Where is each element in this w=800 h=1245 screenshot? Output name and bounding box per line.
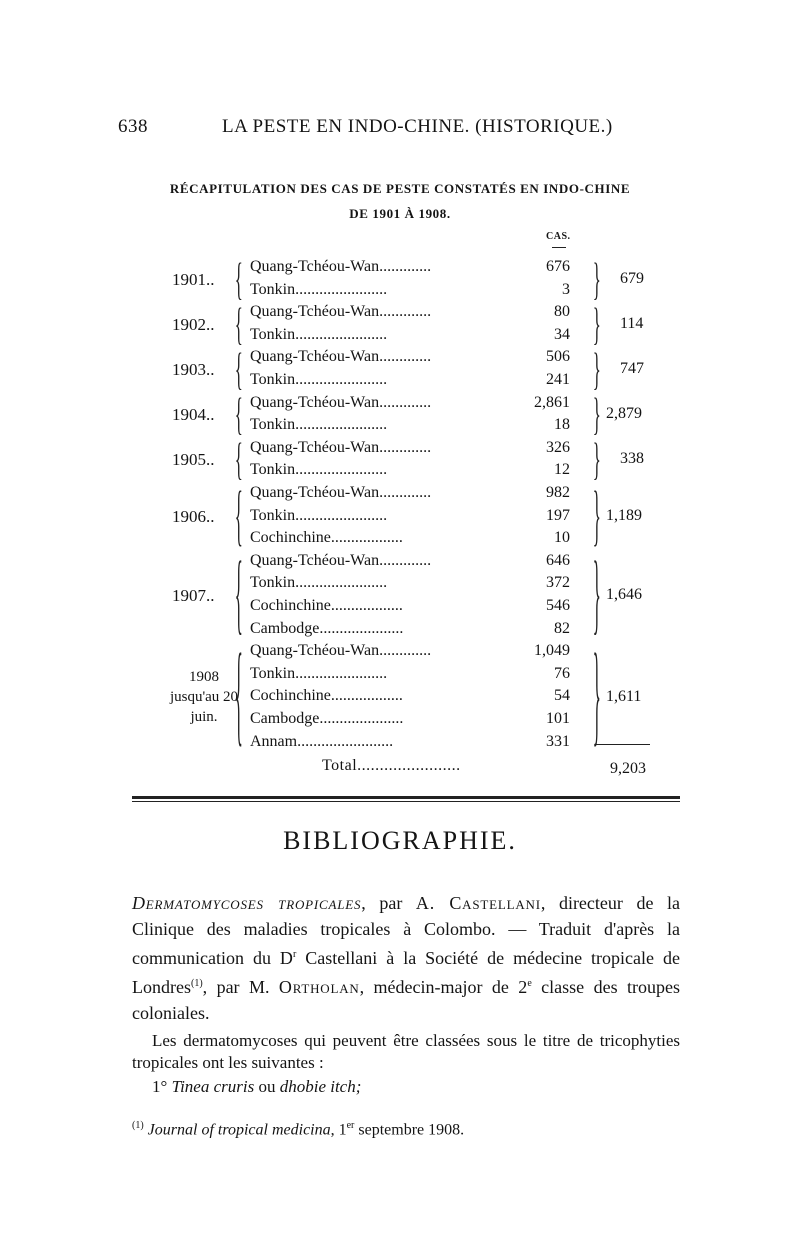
year-label: 1908 jusqu'au 20 juin. — [169, 668, 239, 725]
table-row-place: Quang-Tchéou-Wan............. — [250, 258, 432, 275]
running-head: LA PESTE EN INDO-CHINE. (HISTORIQUE.) — [222, 116, 613, 137]
right-brace: } — [592, 254, 601, 305]
table-row-place: Cochinchine.................. — [250, 529, 403, 547]
entry-translator: Ortholan — [278, 977, 360, 997]
table-caption: RÉCAPITULATION DES CAS DE PESTE CONSTATÉS EN INDO-CHINE — [169, 181, 631, 196]
table-row-count: 676 — [546, 258, 570, 275]
entry-title: Dermatomycoses tropicales — [132, 893, 362, 913]
table-row-place: Tonkin....................... — [250, 371, 388, 388]
right-brace: } — [592, 545, 601, 646]
table-row-place: Tonkin....................... — [250, 506, 388, 524]
left-brace: { — [234, 545, 243, 646]
list-item-or: ou — [254, 1077, 280, 1096]
table-row-place: Cambodge..................... — [250, 710, 404, 727]
table-row-place: Tonkin....................... — [250, 664, 388, 682]
paragraph-dermatomycoses: Les dermatomycoses qui peuvent être classées sous le titre de tricophyties tropicales ont les suivantes : — [132, 1031, 680, 1072]
table-row-place: Tonkin....................... — [250, 574, 388, 592]
page-number: 638 — [118, 116, 148, 137]
left-brace: { — [234, 435, 243, 486]
left-brace: { — [234, 254, 243, 305]
table-row-count: 2,861 — [534, 393, 570, 411]
left-brace: { — [234, 345, 243, 396]
right-brace: } — [592, 345, 601, 396]
table-row-count: 546 — [546, 597, 570, 614]
table-row-count: 18 — [554, 416, 570, 434]
right-brace: } — [592, 435, 601, 486]
table-row-place: Quang-Tchéou-Wan............. — [250, 484, 432, 501]
table-row-count: 82 — [554, 619, 570, 637]
left-brace: { — [234, 479, 243, 555]
table-row-count: 646 — [546, 551, 570, 569]
table-row-place: Quang-Tchéou-Wan............. — [250, 393, 432, 411]
table-row-place: Quang-Tchéou-Wan............. — [250, 303, 432, 321]
left-brace: { — [234, 634, 243, 760]
table-row-place: Tonkin....................... — [250, 280, 388, 298]
entry-dr-sup: r — [292, 949, 297, 960]
table-row-place: Annam........................ — [250, 732, 394, 750]
year-label: 1905.. — [172, 450, 215, 470]
footnote-journal: Journal of tropical medicina — [147, 1121, 331, 1139]
total-value: 9,203 — [610, 760, 646, 777]
bibliography-entry — [132, 890, 680, 1026]
table-row-count: 982 — [546, 484, 570, 501]
table-row-place: Quang-Tchéou-Wan............. — [250, 551, 432, 569]
year-total: 1,189 — [606, 506, 642, 524]
table-row-count: 3 — [562, 280, 570, 298]
table-row-count: 34 — [554, 325, 570, 343]
table-row-count: 326 — [546, 438, 570, 456]
left-brace: { — [234, 299, 243, 351]
entry-author: A. Castellani — [415, 893, 541, 913]
year-total: 679 — [620, 269, 644, 287]
table-row-place: Tonkin....................... — [250, 325, 388, 343]
entry-by: , par — [361, 893, 416, 913]
year-total: 114 — [620, 314, 644, 332]
entry-class-sup: e — [527, 978, 532, 989]
table-row-place: Tonkin....................... — [250, 461, 388, 479]
year-label: 1907.. — [172, 586, 215, 605]
table-row-count: 54 — [554, 687, 570, 705]
entry-text-2: Castellani à la Société de médecine tropicale de Londres — [132, 948, 680, 997]
table-row-place: Cochinchine.................. — [250, 597, 403, 614]
cases-column-header: CAS. — [546, 231, 571, 242]
table-row-place: Tonkin....................... — [250, 416, 388, 434]
year-label: 1904.. — [172, 405, 215, 425]
list-item-term-b: dhobie itch; — [279, 1077, 362, 1096]
footnote-text-b: septembre 1908. — [354, 1121, 465, 1139]
table-caption-dates: DE 1901 À 1908. — [349, 206, 451, 221]
list-item-term-a: Tinea cruris — [171, 1077, 255, 1096]
right-brace: } — [592, 634, 601, 760]
section-separator-thick — [132, 796, 680, 799]
entry-text-1: , directeur de la Clinique des maladies tropicales à Colombo. — Traduit d'après la communication du D — [132, 893, 680, 968]
table-row-place: Cambodge..................... — [250, 619, 404, 637]
year-label: 1906.. — [172, 506, 215, 526]
year-total: 1,646 — [606, 586, 642, 603]
entry-text-4: , médecin-major de 2 — [359, 977, 528, 997]
table-row-count: 1,049 — [534, 642, 570, 660]
footnote-text-a: , 1 — [330, 1121, 347, 1139]
footnote — [132, 1120, 464, 1139]
right-brace: } — [592, 390, 601, 441]
table-row-count: 241 — [546, 371, 570, 388]
year-label: 1902.. — [172, 314, 215, 334]
footnote-marker: (1) — [132, 1120, 144, 1131]
table-row-place: Quang-Tchéou-Wan............. — [250, 642, 432, 660]
bibliography-title: BIBLIOGRAPHIE. — [283, 826, 517, 855]
year-label: 1901.. — [172, 269, 215, 289]
table-row-count: 76 — [554, 664, 570, 682]
cases-header-rule — [552, 247, 566, 248]
section-separator-thin — [132, 801, 680, 802]
table-row-count: 10 — [554, 529, 570, 547]
table-row-count: 197 — [546, 506, 570, 524]
footnote-sup: er — [346, 1120, 355, 1131]
right-brace: } — [592, 299, 601, 351]
table-row-place: Cochinchine.................. — [250, 687, 403, 705]
table-row-count: 331 — [546, 732, 570, 750]
table-row-place: Quang-Tchéou-Wan............. — [250, 348, 432, 366]
table-row-count: 12 — [554, 461, 570, 479]
total-rule — [596, 744, 650, 745]
year-total: 338 — [620, 450, 644, 468]
table-row-count: 506 — [546, 348, 570, 366]
table-row-count: 372 — [546, 574, 570, 592]
left-brace: { — [234, 390, 243, 441]
total-label: Total....................... — [322, 757, 461, 774]
table-row-count: 80 — [554, 303, 570, 321]
year-total: 747 — [620, 360, 644, 377]
year-total: 1,611 — [606, 687, 642, 705]
year-label: 1903.. — [172, 360, 215, 379]
right-brace: } — [592, 479, 601, 555]
entry-text-3: , par M. — [202, 977, 279, 997]
list-item-1 — [152, 1076, 672, 1098]
year-total: 2,879 — [606, 405, 642, 423]
entry-text-5: classe des troupes coloniales. — [132, 977, 680, 1023]
footnote-reference: (1) — [190, 978, 203, 989]
list-item-number: 1° — [152, 1077, 168, 1096]
table-row-place: Quang-Tchéou-Wan............. — [250, 438, 432, 456]
table-row-count: 101 — [546, 710, 570, 727]
